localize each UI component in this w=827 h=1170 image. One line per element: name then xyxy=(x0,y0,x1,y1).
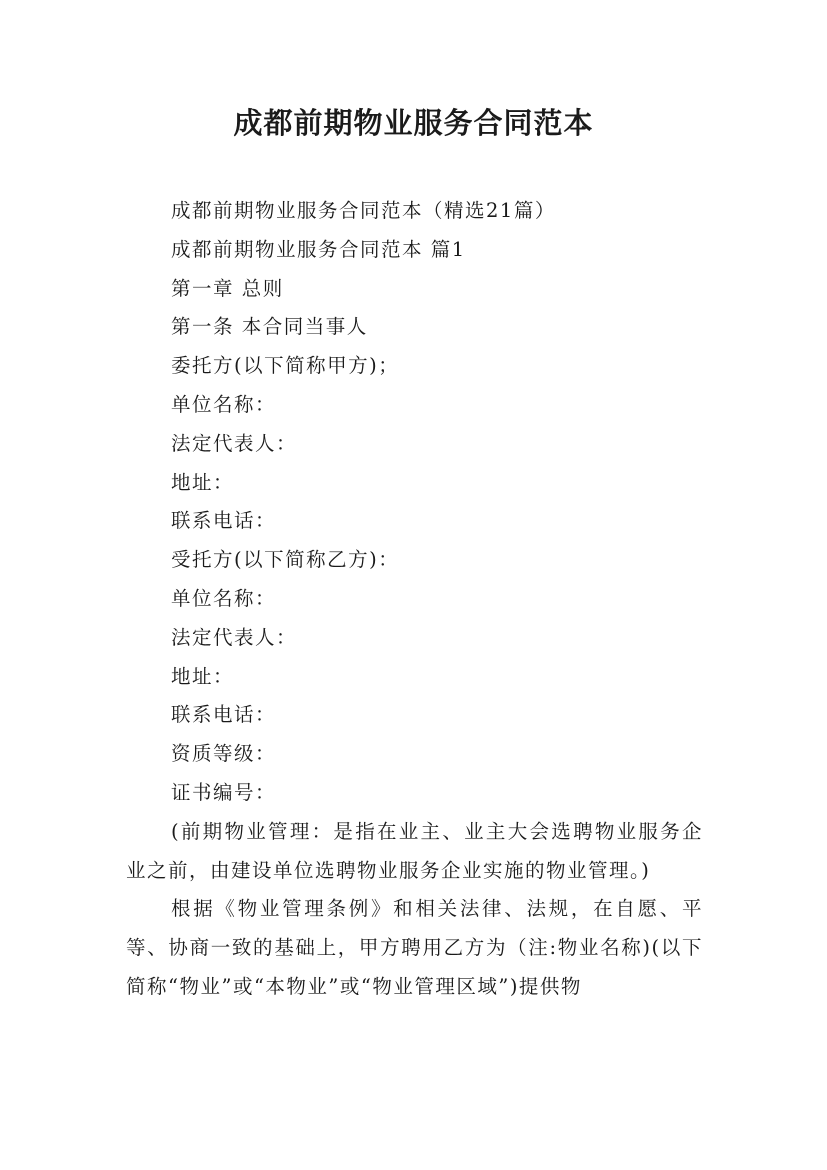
party-b-address: 地址： xyxy=(171,664,235,688)
party-a-company-name: 单位名称： xyxy=(171,392,277,416)
party-a-phone: 联系电话： xyxy=(171,509,277,533)
party-b-legal-rep: 法定代表人： xyxy=(171,625,298,649)
subtitle-line: 成都前期物业服务合同范本（精选21篇） xyxy=(171,199,556,222)
party-b-phone: 联系电话： xyxy=(171,703,277,727)
definition-paragraph: (前期物业管理：是指在业主、业主大会选聘物业服务企业之前，由建设单位选聘物业服务企业实施的物业管理。) xyxy=(126,819,703,882)
party-a-legal-rep: 法定代表人： xyxy=(171,431,298,455)
party-a-label: 委托方(以下简称甲方)； xyxy=(171,354,400,378)
document-title: 成都前期物业服务合同范本 xyxy=(233,106,594,140)
party-b-certificate-number: 证书编号： xyxy=(171,780,277,804)
party-b-qualification: 资质等级： xyxy=(171,742,277,766)
article-heading: 第一条 本合同当事人 xyxy=(171,315,368,339)
party-b-label: 受托方(以下简称乙方)： xyxy=(171,548,400,572)
section-heading: 成都前期物业服务合同范本 篇1 xyxy=(171,237,466,261)
chapter-heading: 第一章 总则 xyxy=(171,276,284,300)
document-body xyxy=(126,192,703,1007)
party-b-company-name: 单位名称： xyxy=(171,586,277,610)
basis-paragraph: 根据《物业管理条例》和相关法律、法规，在自愿、平等、协商一致的基础上，甲方聘用乙方为（注:物业名称)(以下简称“物业”或“本物业”或“物业管理区域”)提供物 xyxy=(126,897,703,998)
party-a-address: 地址： xyxy=(171,470,235,494)
